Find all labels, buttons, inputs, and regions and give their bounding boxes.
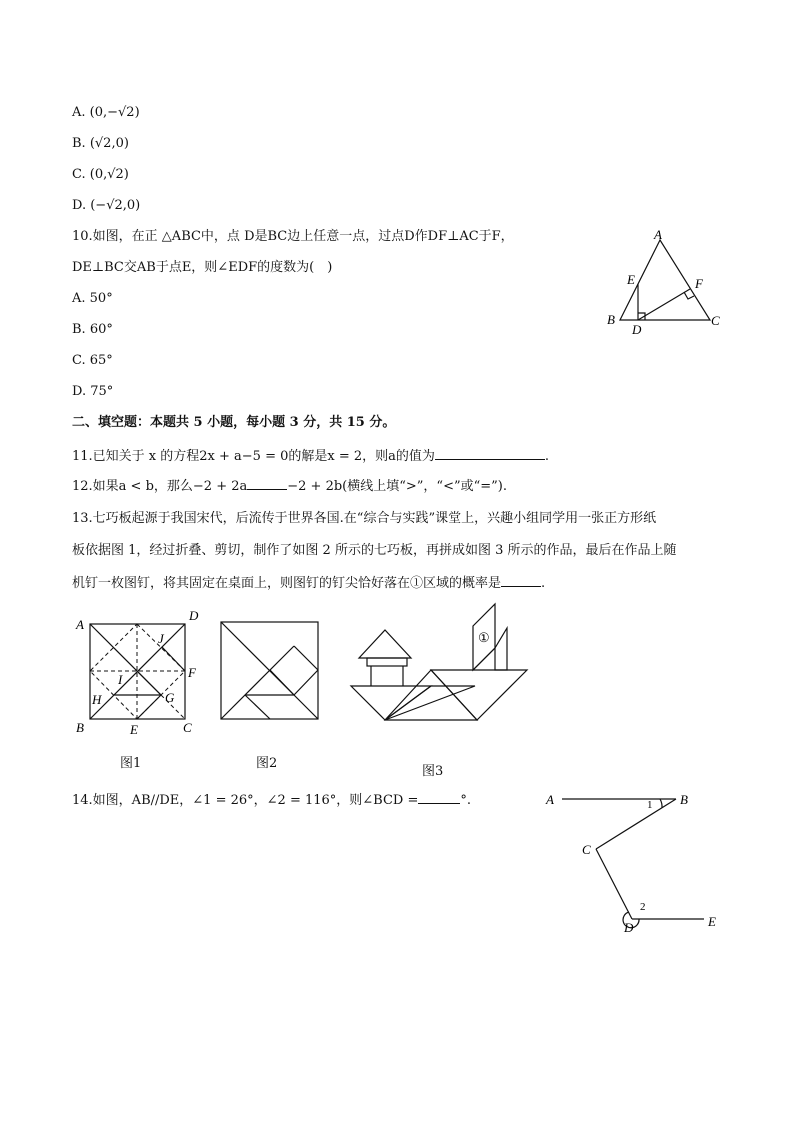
fig1-label-b: B — [76, 720, 84, 735]
fig1-caption: 图1 — [120, 756, 142, 771]
fig1-label-g: G — [165, 690, 175, 705]
fig3-roof-triangle — [359, 630, 411, 658]
q14-label-d: D — [624, 920, 634, 935]
fig1-label-c: C — [183, 720, 192, 735]
q11-answer-blank[interactable] — [435, 447, 545, 460]
q14-angle-2-label: 2 — [640, 901, 646, 913]
q10-stem-line2: DE⊥BC交AB于点E，则∠EDF的度数为( ) — [72, 260, 333, 275]
q13-line3 — [72, 574, 545, 593]
segment-df — [638, 289, 690, 320]
fig3-roof-bar — [367, 658, 407, 666]
q13-line2: 板依据图 1，经过折叠、剪切，制作了如图 2 所示的七巧板，再拼成如图 3 所示的作品，最后在作品上随 — [72, 543, 677, 558]
fig2-segment-top — [294, 646, 318, 670]
fig1-segment-jf — [162, 647, 185, 671]
fig2-segment-middle — [270, 670, 294, 695]
fig2-partial-diagonal — [221, 646, 294, 719]
fig1-label-i: I — [118, 672, 123, 687]
fig3-caption: 图3 — [422, 764, 444, 779]
label-b: B — [607, 312, 615, 327]
q14-label-c: C — [582, 842, 591, 857]
q12 — [72, 477, 507, 496]
q11-text: 11.已知关于 x 的方程2x + a−5 = 0的解是x = 2，则a的值为 — [72, 449, 435, 464]
fig3-sail-small — [495, 628, 507, 670]
fig2-caption: 图2 — [256, 756, 278, 771]
fig3-sail-edge — [473, 648, 495, 670]
q11-end: . — [544, 449, 550, 464]
section-heading-fill-in: 二、填空题：本题共 5 小题，每小题 3 分，共 15 分。 — [72, 415, 396, 430]
q11 — [72, 447, 549, 466]
q10-option-a: A. 50° — [72, 291, 113, 306]
q14-label-a: A — [546, 792, 554, 807]
q14-label-b: B — [680, 792, 688, 807]
q10-option-b: B. 60° — [72, 322, 113, 337]
angle-1-arc — [660, 799, 662, 808]
q10-stem-line1: 10.如图，在正 △ABC中，点 D是BC边上任意一点，过点D作DF⊥AC于F， — [72, 229, 514, 244]
fig1-diagonal-ac-partial — [90, 624, 161, 695]
q12-text-a: 12.如果a < b，那么−2 + 2a — [72, 479, 248, 494]
q13-answer-blank[interactable] — [501, 574, 541, 587]
fig1-label-e: E — [130, 722, 138, 736]
fig1-label-d: D — [189, 608, 199, 623]
label-f: F — [695, 276, 703, 291]
fig1-label-h: H — [92, 692, 102, 707]
tangram-figure-1 — [72, 606, 212, 736]
fig3-region-label: ① — [478, 630, 490, 645]
q14-parallel-lines-figure — [540, 786, 730, 938]
q12-text-b: −2 + 2b(横线上填“>”，“<”或“=”). — [287, 479, 507, 494]
fig3-hull-lower — [385, 670, 477, 720]
q9-option-b: B. (√2,0) — [72, 136, 129, 151]
label-d: D — [632, 322, 642, 337]
q14-end: °. — [460, 793, 472, 808]
fig1-label-a: A — [76, 617, 84, 632]
fig1-label-j: J — [158, 631, 164, 646]
tangram-figure-2 — [215, 615, 327, 727]
q9-option-d: D. (−√2,0) — [72, 198, 141, 213]
q10-option-c: C. 65° — [72, 353, 113, 368]
fig2-segment-right — [294, 670, 318, 695]
label-a: A — [654, 227, 662, 242]
q10-triangle-figure — [598, 226, 728, 342]
q9-option-c: C. (0,√2) — [72, 167, 129, 182]
q14-answer-blank[interactable] — [418, 791, 460, 804]
q14-angle-1-label: 1 — [647, 799, 653, 811]
q10-option-d: D. 75° — [72, 384, 114, 399]
label-e: E — [627, 272, 635, 287]
q12-answer-blank[interactable] — [247, 477, 287, 490]
q13-end: . — [541, 576, 546, 591]
q13-text: 机钉一枚图钉，将其固定在桌面上，则图钉的钉尖恰好落在①区域的概率是 — [72, 576, 502, 591]
q13-line1: 13.七巧板起源于我国宋代，后流传于世界各国.在“综合与实践”课堂上，兴趣小组同学用一张正方形纸 — [72, 511, 657, 526]
q14-text: 14.如图，AB//DE，∠1 = 26°，∠2 = 116°，则∠BCD = — [72, 793, 419, 808]
label-c: C — [711, 313, 720, 328]
tangram-figure-3 — [345, 598, 535, 726]
q14 — [72, 791, 471, 810]
fig1-label-f: F — [188, 665, 196, 680]
fig2-segment-bottom — [245, 695, 270, 719]
segment-bc — [596, 799, 676, 849]
q14-label-e: E — [708, 914, 716, 929]
segment-cd — [596, 849, 632, 919]
fig3-hull-right — [431, 670, 527, 720]
q9-option-a: A. (0,−√2) — [72, 105, 140, 120]
